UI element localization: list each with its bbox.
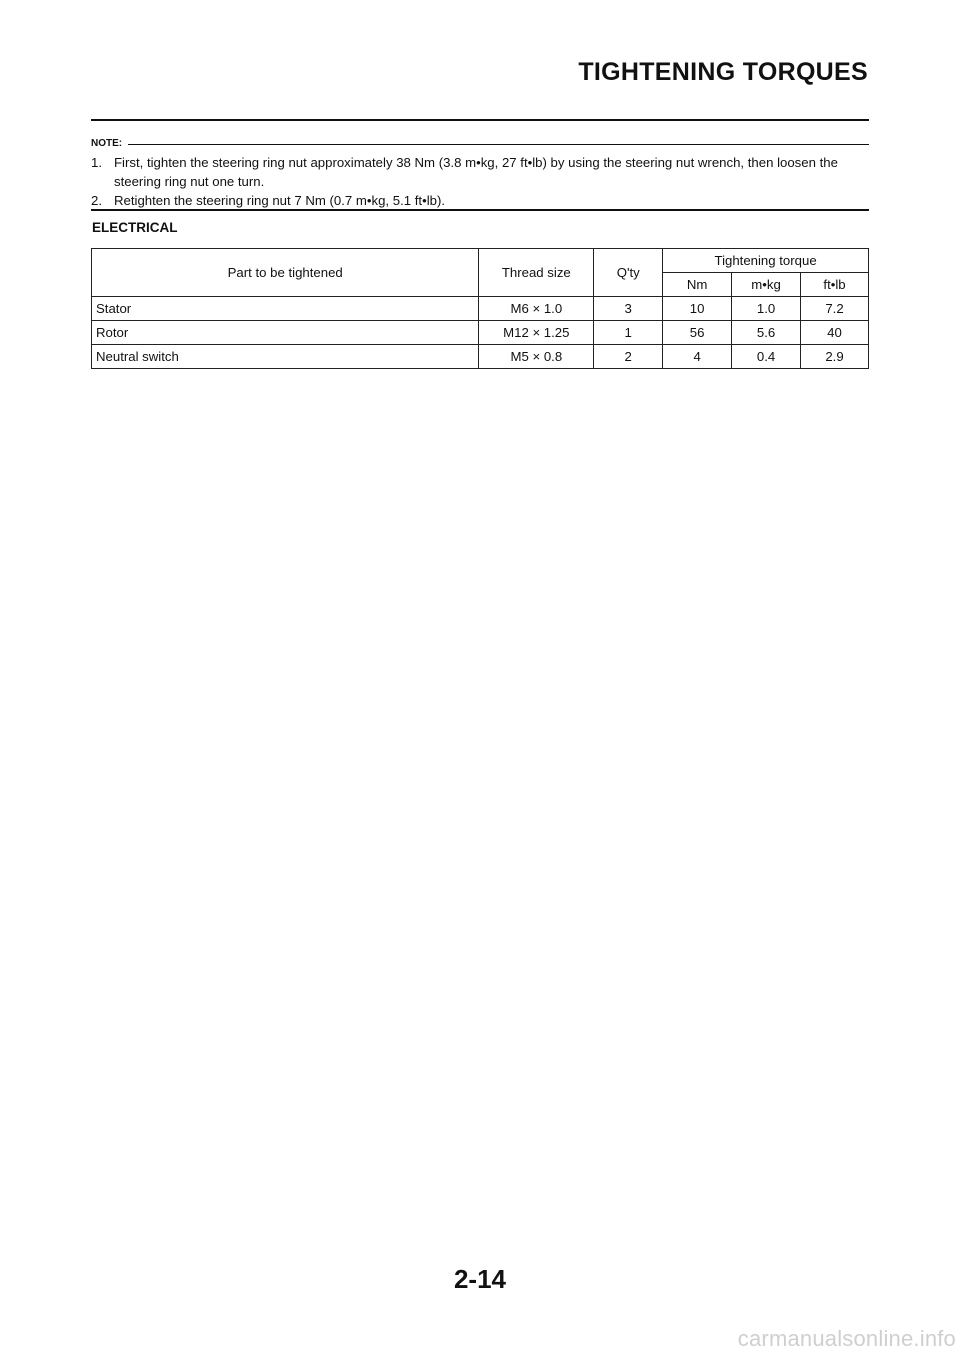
- cell-qty: 3: [594, 297, 663, 321]
- page-number: 2-14: [453, 1264, 507, 1294]
- cell-thread: M5 × 0.8: [479, 345, 594, 369]
- note-end-divider: [91, 209, 869, 211]
- cell-qty: 2: [594, 345, 663, 369]
- header-nm: Nm: [663, 273, 732, 297]
- note-item-text: Retighten the steering ring nut 7 Nm (0.7 m•kg, 5.1 ft•lb).: [114, 193, 446, 208]
- cell-nm: 10: [663, 297, 732, 321]
- header-qty: Q'ty: [594, 249, 663, 297]
- cell-part: Rotor: [92, 321, 479, 345]
- header-tightening-torque: Tightening torque: [663, 249, 869, 273]
- note-item-text: First, tighten the steering ring nut approximately 38 Nm (3.8 m•kg, 27 ft•lb) by using the steering nut wrench, then loosen the steering ring nut one turn.: [114, 155, 838, 189]
- cell-ftlb: 40: [801, 321, 869, 345]
- header-divider: [91, 119, 869, 121]
- table-row: [92, 321, 869, 345]
- note-label: NOTE:: [91, 138, 123, 149]
- cell-mkg: 5.6: [732, 321, 801, 345]
- note-list: [91, 153, 869, 210]
- cell-part: Stator: [92, 297, 479, 321]
- header-mkg: m•kg: [732, 273, 801, 297]
- note-item-number: 2.: [91, 193, 102, 208]
- cell-thread: M6 × 1.0: [479, 297, 594, 321]
- header-ftlb: ft•lb: [801, 273, 869, 297]
- note-item-number: 1.: [91, 155, 102, 170]
- cell-nm: 4: [663, 345, 732, 369]
- note-item: [91, 153, 869, 191]
- cell-nm: 56: [663, 321, 732, 345]
- note-divider: [128, 144, 869, 145]
- table-row: [92, 345, 869, 369]
- table-header-row: [92, 249, 869, 273]
- torque-table: [91, 248, 869, 369]
- section-title: ELECTRICAL: [92, 220, 178, 235]
- table-row: [92, 297, 869, 321]
- header-part: Part to be tightened: [92, 249, 479, 297]
- cell-part: Neutral switch: [92, 345, 479, 369]
- cell-ftlb: 2.9: [801, 345, 869, 369]
- note-item: [91, 191, 869, 210]
- cell-mkg: 1.0: [732, 297, 801, 321]
- header-thread-size: Thread size: [479, 249, 594, 297]
- cell-ftlb: 7.2: [801, 297, 869, 321]
- note-header: [91, 138, 869, 150]
- watermark: carmanualsonline.info: [737, 1326, 956, 1351]
- cell-thread: M12 × 1.25: [479, 321, 594, 345]
- cell-mkg: 0.4: [732, 345, 801, 369]
- note-block: [91, 138, 869, 210]
- page-title: TIGHTENING TORQUES: [578, 58, 868, 86]
- cell-qty: 1: [594, 321, 663, 345]
